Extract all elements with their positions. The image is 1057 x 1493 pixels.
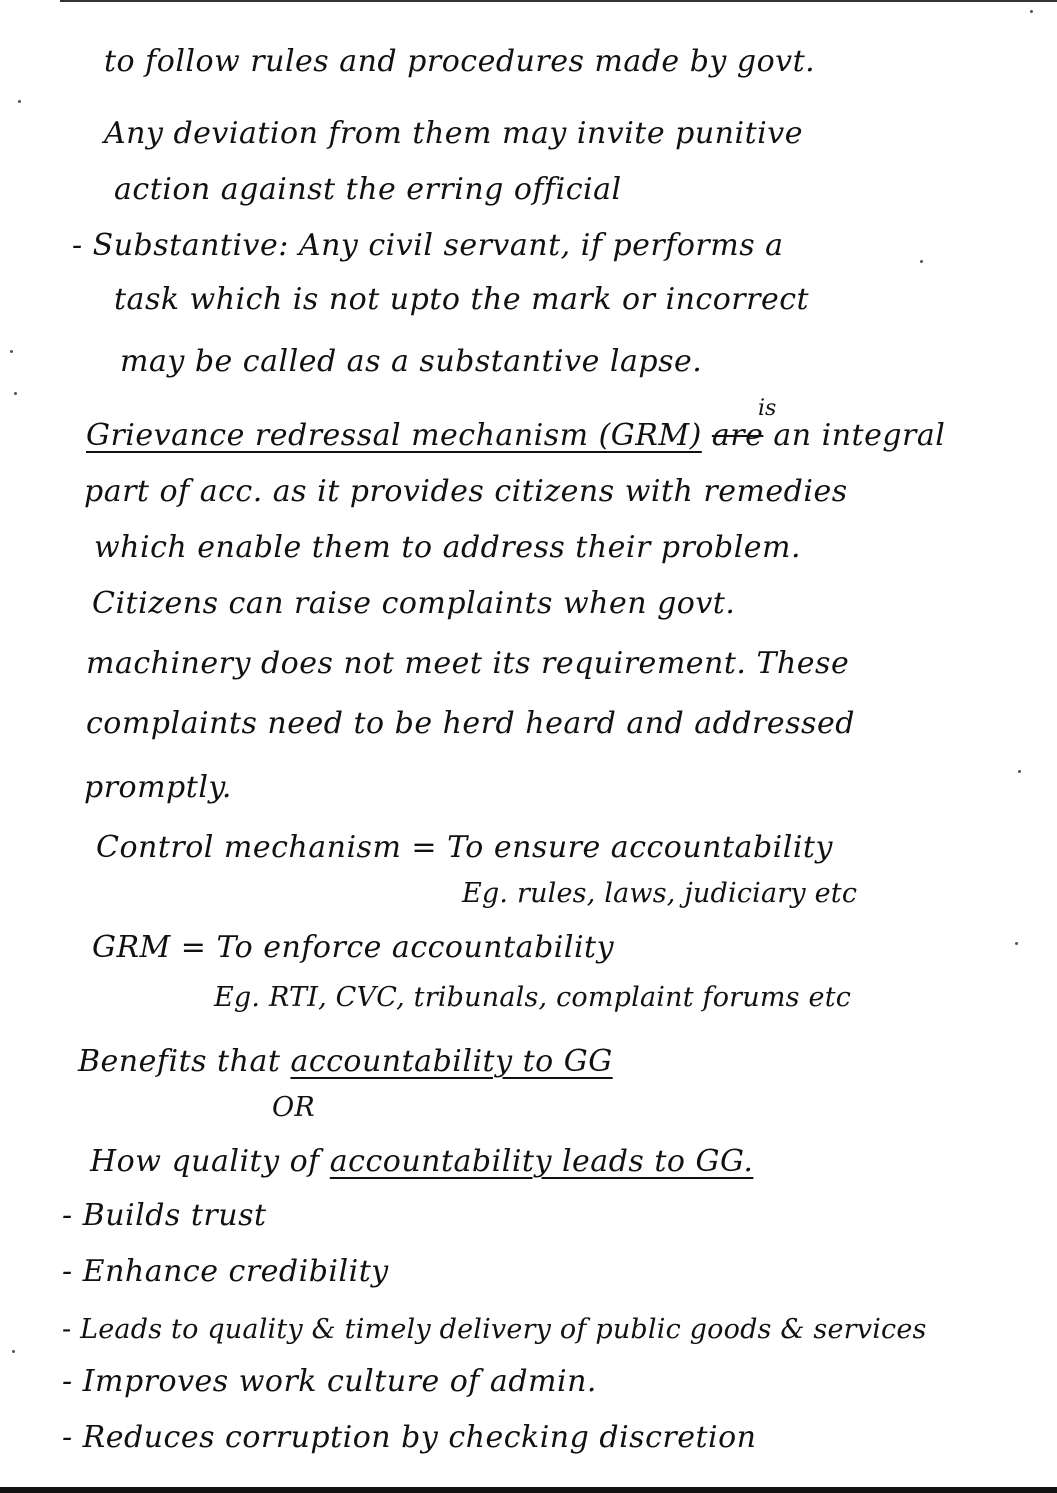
note-line-quality [90,1144,753,1180]
note-line-3: action against the erring official [114,172,622,207]
note-line-grm [86,418,945,454]
note-line-2: Any deviation from them may invite punitive [104,116,803,151]
top-edge [60,0,1057,2]
note-line-1: to follow rules and procedures made by govt. [104,44,816,79]
note-line-4: - Substantive: Any civil servant, if performs a [72,228,784,263]
bullet-credibility: - Enhance credibility [62,1254,389,1289]
scan-speck [10,350,13,353]
note-line-12: complaints need to be herd heard and addressed [86,706,855,741]
bullet-work-culture: - Improves work culture of admin. [62,1364,597,1399]
note-line-benefits [78,1044,613,1080]
bullet-delivery: - Leads to quality & timely delivery of public goods & services [62,1314,927,1345]
scan-speck [1018,770,1021,773]
note-line-or: OR [272,1092,315,1123]
scan-speck [12,1350,15,1353]
bottom-edge [0,1487,1057,1493]
quality-underlined: accountability leads to GG. [329,1144,754,1179]
scan-speck [1015,942,1018,945]
quality-prefix: How quality of [90,1144,320,1179]
note-line-10: Citizens can raise complaints when govt. [92,586,736,621]
scan-speck [18,100,21,103]
note-line-control: Control mechanism = To ensure accountability [96,830,833,865]
bullet-builds-trust: - Builds trust [62,1198,267,1233]
note-line-8: part of acc. as it provides citizens with remedies [84,474,848,509]
grm-suffix: an integral [773,418,946,453]
scan-speck [920,260,923,263]
struck-word: are [711,418,764,453]
note-line-grm-enforce: GRM = To enforce accountability [92,930,615,965]
scan-speck [14,392,17,395]
inserted-word: is [758,396,777,421]
benefits-prefix: Benefits that [78,1044,281,1079]
grm-heading: Grievance redressal mechanism (GRM) [86,418,702,453]
note-line-13: promptly. [84,770,232,805]
benefits-underlined: accountability to GG [290,1044,613,1079]
bullet-corruption: - Reduces corruption by checking discretion [62,1420,757,1455]
note-line-6: may be called as a substantive lapse. [120,344,703,379]
note-line-9: which enable them to address their problem. [94,530,802,565]
note-line-control-eg: Eg. rules, laws, judiciary etc [462,878,858,909]
note-line-5: task which is not upto the mark or incorrect [114,282,810,317]
note-line-11: machinery does not meet its requirement. These [86,646,850,681]
scan-speck [1030,10,1033,13]
note-line-grm-eg: Eg. RTI, CVC, tribunals, complaint forums etc [214,982,852,1013]
